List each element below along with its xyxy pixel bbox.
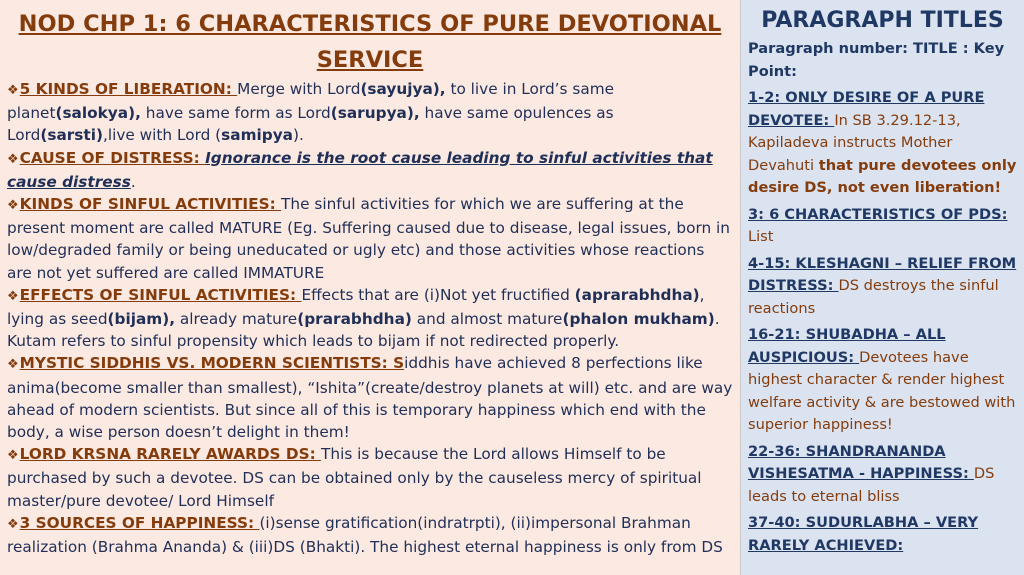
diamond-bullet-icon: ❖ [7, 198, 19, 214]
sidebar-item-sudurlabha [741, 512, 1024, 557]
page-title: NOD CHP 1: 6 CHARACTERISTICS OF PURE DEVOTIONAL SERVICE [18, 11, 722, 73]
bullet-kinds-of-sinful-activities: ❖KINDS OF SINFUL ACTIVITIES: The sinful activities for which we are suffering at the present moment are called MATURE (Eg. Suffering caused due to disease, legal issues, born in low/degraded family or being uneducated or ugly etc) and those activities whose reactions are not yet suffered are called IMMATURE [7, 195, 730, 282]
bullet-heading: LORD KRSNA RARELY AWARDS DS: [19, 445, 322, 464]
sidebar-item-shubadha: 16-21: SHUBADHA – ALL AUSPICIOUS: Devotees have highest character & render highest welfare activity & are bestowed with superior happiness! [748, 326, 1016, 433]
bullet-mystic-siddhis: ❖MYSTIC SIDDHIS VS. MODERN SCIENTISTS: Siddhis have achieved 8 perfections like anima(become smaller than smallest), “Ishita”(create/destroy planets at will) etc. and are way ahead of modern scientists. But since all of this is temporary happiness which end with the body, a wise person doesn’t delight in them! [7, 354, 733, 442]
bullet-heading: CAUSE OF DISTRESS: [19, 148, 206, 167]
bullet-heading: MYSTIC SIDDHIS VS. MODERN SCIENTISTS: S [19, 354, 405, 373]
diamond-bullet-icon: ❖ [7, 83, 19, 98]
bullet-heading: EFFECTS OF SINFUL ACTIVITIES: [19, 285, 302, 304]
sidebar-intro: Paragraph number: TITLE : Key Point: [748, 40, 1005, 80]
sidebar-item-heading: 37-40: SUDURLABHA – VERY RARELY ACHIEVED: [748, 514, 979, 554]
sidebar-title: PARAGRAPH TITLES [761, 8, 1004, 33]
sidebar-item-characteristics: 3: 6 CHARACTERISTICS OF PDS: List [748, 205, 1008, 245]
bullet-heading: 3 SOURCES OF HAPPINESS: [19, 513, 260, 532]
bullet-sources-of-happiness: ❖3 SOURCES OF HAPPINESS: (i)sense gratification(indratrpti), (ii)impersonal Brahman realization (Brahma Ananda) & (iii)DS (Bhakti). The highest eternal happiness is only from DS [7, 513, 723, 557]
sidebar-item-shandrananda: 22-36: SHANDRANANDA VISHESATMA - HAPPINESS: DS leads to eternal bliss [748, 442, 995, 505]
bullet-heading: KINDS OF SINFUL ACTIVITIES: [19, 195, 282, 214]
diamond-bullet-icon: ❖ [7, 151, 19, 167]
bullet-cause-of-distress: ❖CAUSE OF DISTRESS: Ignorance is the root cause leading to sinful activities that cause distress. [7, 148, 713, 191]
sidebar-panel [740, 0, 1024, 575]
diamond-bullet-icon: ❖ [7, 516, 19, 532]
sidebar-item-heading: 1-2: ONLY DESIRE OF A PURE DEVOTEE: [748, 89, 985, 129]
sidebar-item-heading: 16-21: SHUBADHA – ALL AUSPICIOUS: [748, 326, 946, 366]
diamond-bullet-icon: ❖ [7, 288, 19, 304]
diamond-bullet-icon: ❖ [7, 357, 19, 373]
bullet-effects-of-sinful-activities: ❖EFFECTS OF SINFUL ACTIVITIES: Effects that are (i)Not yet fructified (aprarabhdha), lying as seed(bijam), already mature(prarabhdha) and almost mature(phalon mukham). Kutam refers to sinful propensity which leads to bijam if not redirected properly. [7, 285, 720, 351]
sidebar-item-only-desire: 1-2: ONLY DESIRE OF A PURE DEVOTEE: In SB 3.29.12-13, Kapiladeva instructs Mother Devahuti that pure devotees only desire DS, not even liberation! [748, 89, 1017, 196]
bullet-liberation: ❖5 KINDS OF LIBERATION: Merge with Lord(sayujya), to live in Lord’s same planet(salokya), have same form as Lord(sarupya), have same opulences as Lord(sarsti),live with Lord (samipya). [7, 80, 615, 145]
sidebar-item-heading: 4-15: KLESHAGNI – RELIEF FROM DISTRESS: [748, 254, 1017, 294]
bullet-lord-krsna-rarely-awards-ds: ❖LORD KRSNA RARELY AWARDS DS: This is because the Lord allows Himself to be purchased by such a devotee. DS can be obtained only by the causeless mercy of spiritual master/pure devotee/ Lord Himself [7, 445, 702, 510]
sidebar-item-kleshagni: 4-15: KLESHAGNI – RELIEF FROM DISTRESS: DS destroys the sinful reactions [748, 254, 1017, 317]
sidebar-item-heading: 22-36: SHANDRANANDA VISHESATMA - HAPPINESS: [748, 442, 974, 482]
diamond-bullet-icon: ❖ [7, 448, 19, 464]
bullet-heading: 5 KINDS OF LIBERATION: [19, 80, 238, 98]
sidebar-item-heading: 3: 6 CHARACTERISTICS OF PDS: [748, 205, 1008, 223]
